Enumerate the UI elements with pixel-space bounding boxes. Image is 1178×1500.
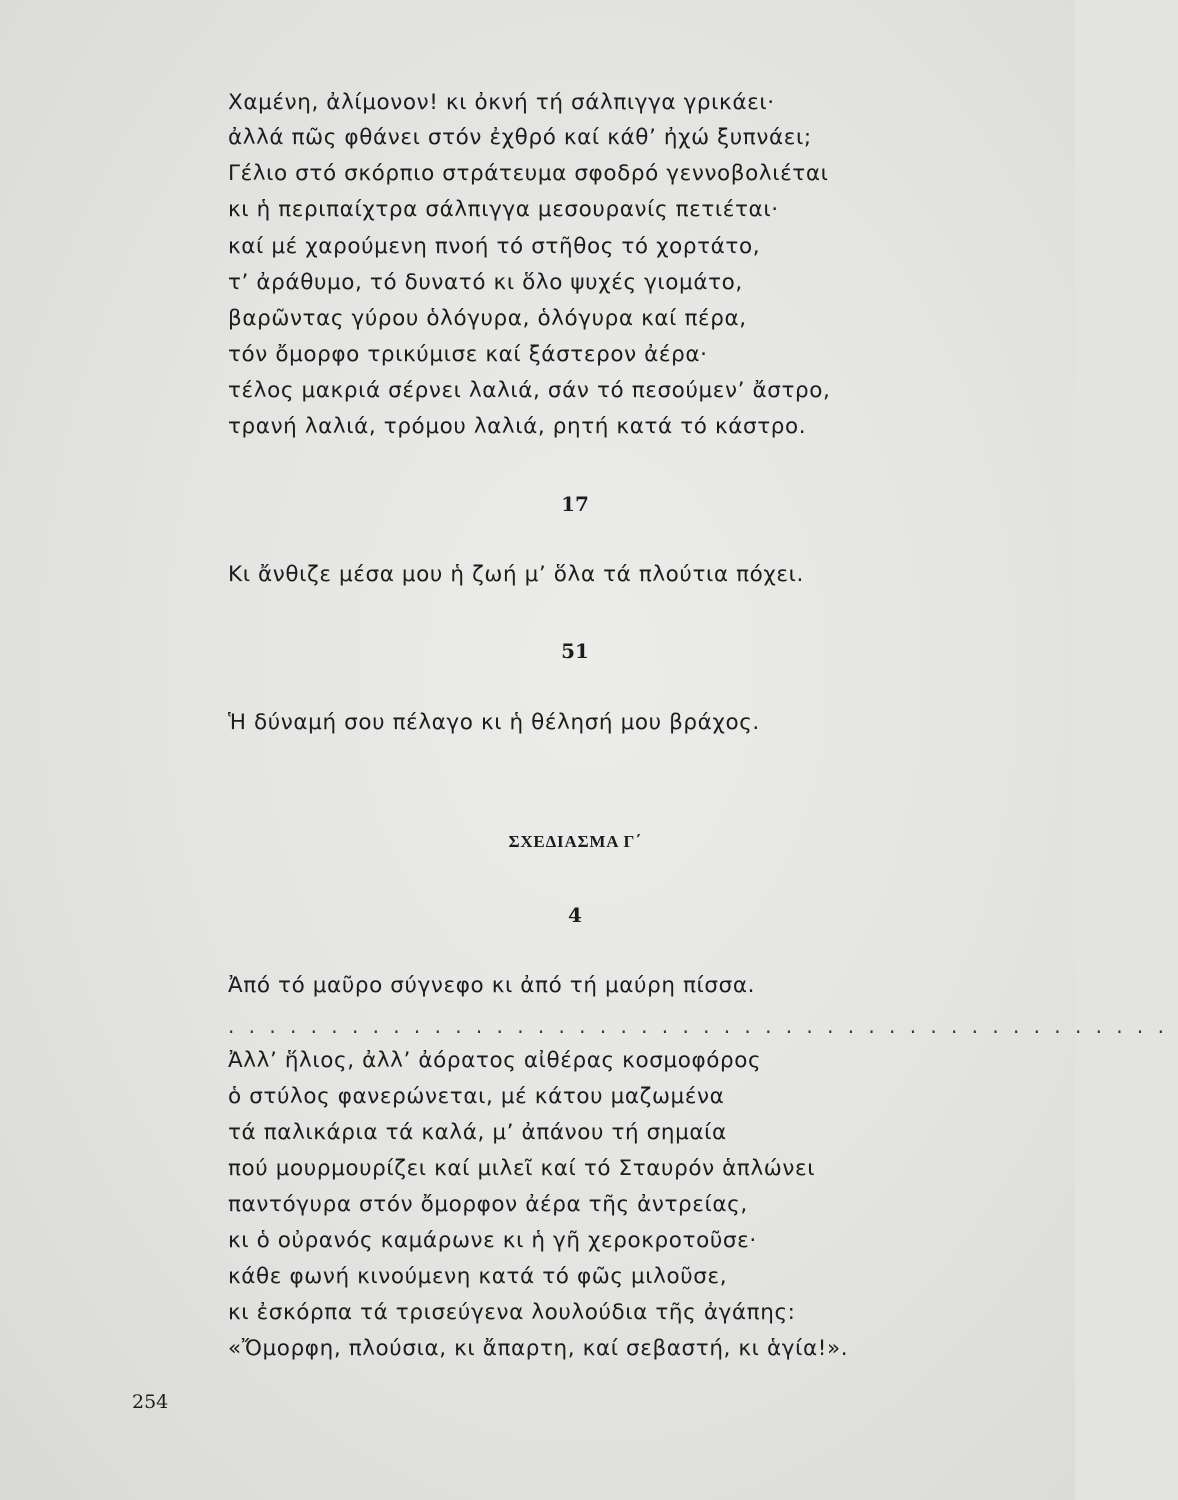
fragment-number: 4 xyxy=(568,903,582,927)
verse-line: «Ὄμορφη, πλούσια, κι ἄπαρτη, καί σεβαστή, κι ἁγία!». xyxy=(228,1336,849,1361)
verse-line: τ’ ἀράθυμο, τό δυνατό κι ὅλο ψυχές γιομάτο, xyxy=(228,270,743,295)
ellipsis-dots: .............................................. xyxy=(228,1014,1178,1038)
verse-line: Χαμένη, ἀλίμονον! κι ὀκνή τή σάλπιγγα γρικάει· xyxy=(228,90,775,115)
verse-line: βαρῶντας γύρου ὁλόγυρα, ὁλόγυρα καί πέρα, xyxy=(228,306,747,331)
verse-line: κι ὁ οὐρανός καμάρωνε κι ἡ γῆ χεροκροτοῦσε· xyxy=(228,1228,757,1253)
fragment-number: 51 xyxy=(561,639,589,663)
verse-line: ὁ στύλος φανερώνεται, μέ κάτου μαζωμένα xyxy=(228,1084,725,1109)
verse-line: Ἀπό τό μαῦρο σύγνεφο κι ἀπό τή μαύρη πίσσα. xyxy=(228,973,756,998)
verse-line: τέλος μακριά σέρνει λαλιά, σάν τό πεσούμεν’ ἄστρο, xyxy=(228,378,831,403)
verse-line: τά παλικάρια τά καλά, μ’ ἀπάνου τή σημαία xyxy=(228,1120,727,1145)
verse-line: παντόγυρα στόν ὄμορφον ἀέρα τῆς ἀντρείας, xyxy=(228,1192,748,1217)
verse-line: Κι ἄνθιζε μέσα μου ἡ ζωή μ’ ὅλα τά πλούτια πόχει. xyxy=(228,562,804,587)
verse-line: τόν ὄμορφο τρικύμισε καί ξάστερον ἀέρα· xyxy=(228,342,708,367)
verse-line: καί μέ χαρούμενη πνοή τό στῆθος τό χορτάτο, xyxy=(228,234,761,259)
verse-line: τρανή λαλιά, τρόμου λαλιά, ρητή κατά τό κάστρο. xyxy=(228,414,807,439)
section-title: ΣΧΕΔΙΑΣΜΑ Γ΄ xyxy=(508,832,642,851)
verse-line: Ἀλλ’ ἥλιος, ἀλλ’ ἀόρατος αἰθέρας κοσμοφόρος xyxy=(228,1048,762,1073)
page-number: 254 xyxy=(132,1391,169,1413)
verse-line: κι ἐσκόρπα τά τρισεύγενα λουλούδια τῆς ἀγάπης: xyxy=(228,1300,796,1325)
verse-line: κάθε φωνή κινούμενη κατά τό φῶς μιλοῦσε, xyxy=(228,1264,728,1289)
verse-line: πού μουρμουρίζει καί μιλεῖ καί τό Σταυρόν ἁπλώνει xyxy=(228,1156,816,1181)
verse-line: κι ἡ περιπαίχτρα σάλπιγγα μεσουρανίς πετιέται· xyxy=(228,197,779,222)
fragment-number: 17 xyxy=(561,492,589,516)
verse-line: Γέλιο στό σκόρπιο στράτευμα σφοδρό γεννοβολιέται xyxy=(228,161,829,186)
verse-line: Ἡ δύναμή σου πέλαγο κι ἡ θέλησή μου βράχος. xyxy=(228,710,760,735)
verse-line: ἀλλά πῶς φθάνει στόν ἐχθρό καί κάθ’ ἠχώ ξυπνάει; xyxy=(228,125,812,150)
